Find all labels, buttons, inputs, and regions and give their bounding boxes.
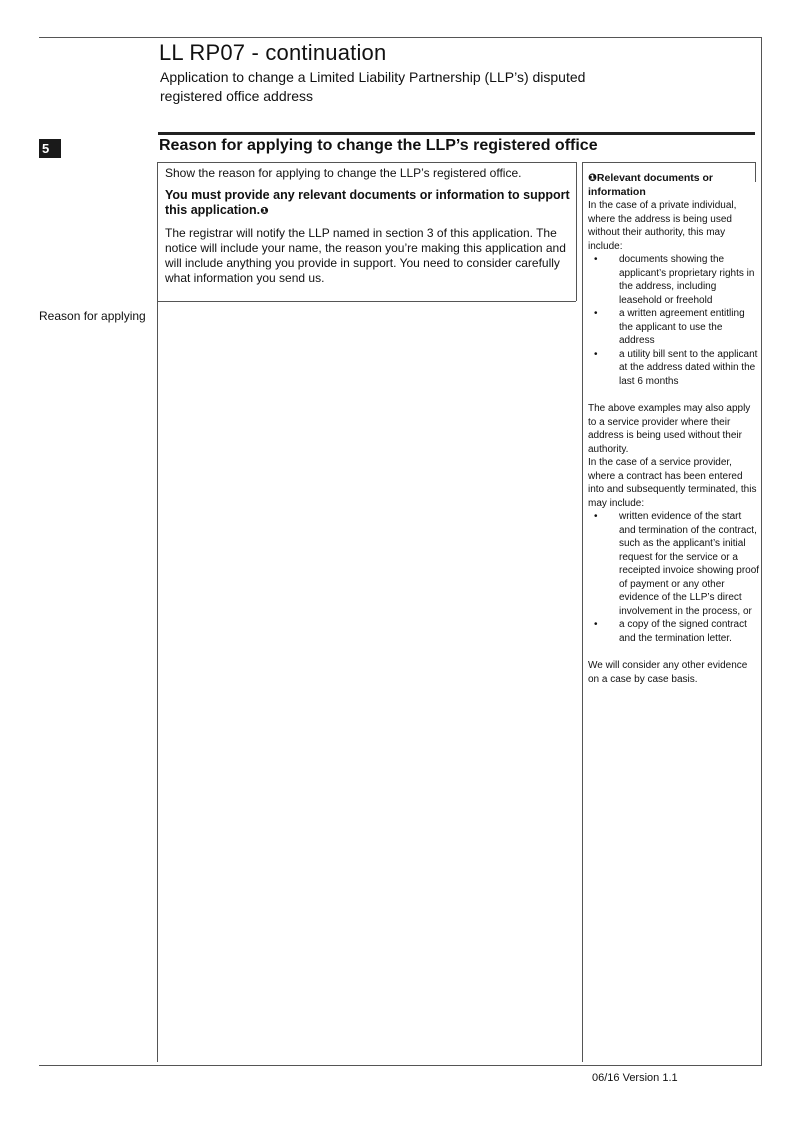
right-border (761, 37, 762, 1066)
guidance-paragraph: In the case of a private individual, where the address is being used without their authority, this may include: (588, 200, 737, 252)
list-item: • a written agreement entitling the applicant to use the address (588, 307, 760, 348)
guidance-list-private (588, 253, 760, 388)
guidance-list-service (588, 510, 760, 645)
sidebar-top-border (582, 162, 755, 163)
form-title: Application to change a Limited Liability Partnership (LLP’s) disputed registered office address (160, 69, 586, 104)
bottom-rule (39, 1065, 761, 1066)
list-item: • a utility bill sent to the applicant at the address dated within the last 6 months (588, 348, 760, 389)
intro-line-3: The registrar will notify the LLP named in section 3 of this application. The notice will include your name, the reason you’re making this application and will include anything you provide in support. You need to consider carefully what information you send us. (165, 226, 566, 285)
intro-line-2-text: You must provide any relevant documents or information to support this application. (165, 188, 570, 217)
list-item: • a copy of the signed contract and the termination letter. (588, 618, 760, 645)
sidebar-left-border (582, 162, 583, 1062)
intro-line-1: Show the reason for applying to change the LLP’s registered office. (165, 166, 522, 180)
intro-line-2 (165, 188, 570, 219)
guidance-heading (588, 172, 760, 199)
guidance-sidebar (588, 172, 760, 686)
top-rule (39, 37, 761, 38)
list-item: • written evidence of the start and termination of the contract, such as the applicant’s initial request for the service or a receipted invoice showing proof of payment or any other evidence of the LLP’s direct involvement in the process, or (588, 510, 760, 618)
form-code: LL RP07 - continuation (159, 40, 387, 65)
section-title: Reason for applying to change the LLP’s registered office (159, 137, 598, 154)
section-intro (165, 166, 570, 293)
guidance-paragraph: We will consider any other evidence on a case by case basis. (588, 660, 748, 685)
section-rule (158, 132, 755, 135)
info-icon: ❶ (588, 172, 597, 184)
guidance-heading-text: Relevant documents or information (588, 172, 714, 198)
reason-input[interactable] (158, 302, 576, 1062)
version-label: 06/16 Version 1.1 (592, 1072, 678, 1084)
list-item: • documents showing the applicant’s proprietary rights in the address, including leasehold or freehold (588, 253, 760, 307)
reason-field-label: Reason for applying (39, 309, 146, 323)
box-top-border (157, 162, 576, 163)
guidance-paragraph: The above examples may also apply to a service provider where their address is being used without their authority. (588, 403, 751, 455)
guidance-paragraph: In the case of a service provider, where a contract has been entered into and subsequently terminated, this may include: (588, 457, 757, 509)
box-divider (576, 162, 577, 301)
info-icon: ❶ (260, 206, 269, 217)
section-number-badge: 5 (39, 139, 61, 158)
